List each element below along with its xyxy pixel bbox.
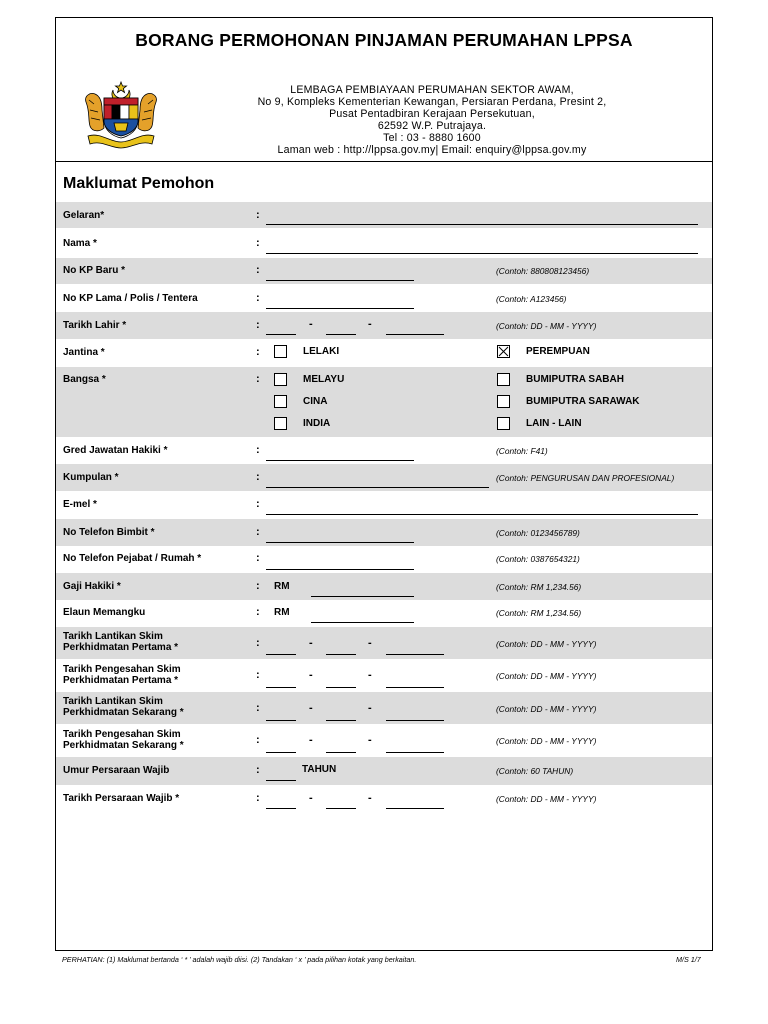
- check-x-icon: [498, 346, 509, 357]
- option-label: PEREMPUAN: [526, 346, 590, 357]
- date-separator: -: [309, 702, 313, 714]
- colon: :: [256, 498, 260, 510]
- field-label: [63, 631, 178, 654]
- month-input-line[interactable]: [326, 752, 356, 753]
- field-label: Umur Persaraan Wajib: [63, 765, 170, 776]
- day-input-line[interactable]: [266, 687, 296, 688]
- field-row-bangsa: [56, 367, 712, 437]
- option-label: MELAYU: [303, 374, 345, 385]
- date-separator: -: [309, 792, 313, 804]
- colon: :: [256, 209, 260, 221]
- example-hint: (Contoh: DD - MM - YYYY): [496, 736, 597, 746]
- currency-label: RM: [274, 581, 290, 592]
- field-label: Gred Jawatan Hakiki *: [63, 445, 168, 456]
- date-separator: -: [368, 318, 372, 330]
- currency-label: RM: [274, 607, 290, 618]
- page-number: M/S 1/7: [676, 955, 701, 964]
- field-row-tel-pejabat: [56, 546, 712, 573]
- field-label: Jantina *: [63, 347, 105, 358]
- date-separator: -: [309, 637, 313, 649]
- checkbox-bumiputra-sabah[interactable]: [497, 373, 510, 386]
- org-postcode: 62592 W.P. Putrajaya.: [377, 120, 487, 133]
- colon: :: [256, 637, 260, 649]
- elaun-input-line[interactable]: [311, 622, 414, 623]
- colon: :: [256, 292, 260, 304]
- field-label: Tarikh Persaraan Wajib *: [63, 793, 180, 804]
- field-label: Tarikh Lahir *: [63, 320, 127, 331]
- day-input-line[interactable]: [266, 654, 296, 655]
- unit-label: TAHUN: [302, 764, 337, 775]
- colon: :: [256, 702, 260, 714]
- field-label: Gelaran*: [63, 210, 105, 221]
- field-label-line: Tarikh Pengesahan Skim: [63, 664, 181, 675]
- field-label: Kumpulan *: [63, 472, 119, 483]
- field-row-gaji-hakiki: [56, 573, 712, 600]
- example-hint: (Contoh: PENGURUSAN DAN PROFESIONAL): [496, 473, 675, 483]
- colon: :: [256, 526, 260, 538]
- month-input-line[interactable]: [326, 808, 356, 809]
- colon: :: [256, 444, 260, 456]
- example-hint: (Contoh: DD - MM - YYYY): [496, 794, 597, 804]
- field-label: No Telefon Bimbit *: [63, 527, 155, 538]
- org-web-email: Laman web : http://lppsa.gov.my| Email: enquiry@lppsa.gov.my: [277, 144, 587, 157]
- field-label-line: Tarikh Pengesahan Skim: [63, 729, 181, 740]
- day-input-line[interactable]: [266, 720, 296, 721]
- option-label: BUMIPUTRA SARAWAK: [526, 396, 640, 407]
- org-phone: Tel : 03 - 8880 1600: [383, 132, 481, 145]
- org-address-line: No 9, Kompleks Kementerian Kewangan, Persiaran Perdana, Presint 2,: [257, 96, 607, 109]
- example-hint: (Contoh: 0123456789): [496, 528, 580, 538]
- field-row-gred-jawatan: [56, 438, 712, 464]
- field-label-line: Tarikh Lantikan Skim: [63, 696, 163, 707]
- gred-input-line[interactable]: [266, 460, 414, 461]
- checkbox-lelaki[interactable]: [274, 345, 287, 358]
- year-input-line[interactable]: [386, 654, 444, 655]
- date-separator: -: [368, 702, 372, 714]
- checkbox-perempuan[interactable]: [497, 345, 510, 358]
- no-kp-baru-input-line[interactable]: [266, 280, 414, 281]
- date-separator: -: [368, 669, 372, 681]
- field-label-line: Perkhidmatan Pertama *: [63, 642, 179, 654]
- field-row-no-kp-lama: [56, 286, 712, 312]
- day-input-line[interactable]: [266, 752, 296, 753]
- checkbox-melayu[interactable]: [274, 373, 287, 386]
- emel-input-line[interactable]: [266, 514, 698, 515]
- day-input-line[interactable]: [266, 334, 296, 335]
- field-row-emel: [56, 492, 712, 518]
- colon: :: [256, 319, 260, 331]
- colon: :: [256, 580, 260, 592]
- gaji-input-line[interactable]: [311, 596, 414, 597]
- field-label: [63, 664, 181, 687]
- colon: :: [256, 764, 260, 776]
- field-row-lantikan-sekarang: [56, 692, 712, 724]
- option-label: BUMIPUTRA SABAH: [526, 374, 624, 385]
- option-label: INDIA: [303, 418, 331, 429]
- example-hint: (Contoh: 0387654321): [496, 554, 580, 564]
- day-input-line[interactable]: [266, 808, 296, 809]
- year-input-line[interactable]: [386, 808, 444, 809]
- colon: :: [256, 237, 260, 249]
- colon: :: [256, 471, 260, 483]
- field-row-pengesahan-sekarang: [56, 725, 712, 757]
- field-row-tarikh-lahir: [56, 312, 712, 339]
- colon: :: [256, 552, 260, 564]
- malaysia-coat-of-arms-icon: [80, 80, 162, 150]
- month-input-line[interactable]: [326, 687, 356, 688]
- field-row-tel-bimbit: [56, 519, 712, 546]
- date-separator: -: [368, 734, 372, 746]
- field-label-line: Tarikh Lantikan Skim: [63, 631, 163, 642]
- field-row-nama: [56, 231, 712, 257]
- field-label: E-mel *: [63, 499, 97, 510]
- month-input-line[interactable]: [326, 654, 356, 655]
- example-hint: (Contoh: DD - MM - YYYY): [496, 704, 597, 714]
- organization-address: [220, 84, 644, 157]
- field-row-lantikan-pertama: [56, 627, 712, 659]
- checkbox-bumiputra-sarawak[interactable]: [497, 395, 510, 408]
- option-label: CINA: [303, 396, 328, 407]
- colon: :: [256, 373, 260, 385]
- no-kp-lama-input-line[interactable]: [266, 308, 414, 309]
- example-hint: (Contoh: 60 TAHUN): [496, 766, 574, 776]
- field-label-line: Perkhidmatan Sekarang *: [63, 707, 184, 719]
- field-row-tarikh-persaraan: [56, 786, 712, 813]
- checkbox-lain-lain[interactable]: [497, 417, 510, 430]
- tel-pejabat-input-line[interactable]: [266, 569, 414, 570]
- field-label: Elaun Memangku: [63, 607, 146, 618]
- checkbox-cina[interactable]: [274, 395, 287, 408]
- example-hint: (Contoh: RM 1,234.56): [496, 582, 582, 592]
- tel-bimbit-input-line[interactable]: [266, 542, 414, 543]
- colon: :: [256, 792, 260, 804]
- month-input-line[interactable]: [326, 334, 356, 335]
- date-separator: -: [309, 669, 313, 681]
- field-label: [63, 696, 184, 719]
- form-title: BORANG PERMOHONAN PINJAMAN PERUMAHAN LPPSA: [135, 30, 633, 50]
- year-input-line[interactable]: [386, 334, 444, 335]
- field-row-no-kp-baru: [56, 258, 712, 284]
- example-hint: (Contoh: DD - MM - YYYY): [496, 639, 597, 649]
- field-label-line: Perkhidmatan Sekarang *: [63, 740, 184, 752]
- example-hint: (Contoh: DD - MM - YYYY): [496, 321, 597, 331]
- option-label: LELAKI: [303, 346, 340, 357]
- field-label: No Telefon Pejabat / Rumah *: [63, 553, 202, 564]
- nama-input-line[interactable]: [266, 253, 698, 254]
- section-title: Maklumat Pemohon: [63, 175, 215, 192]
- field-row-jantina: [56, 340, 712, 366]
- field-label: No KP Baru *: [63, 265, 126, 276]
- org-address-line: Pusat Pentadbiran Kerajaan Persekutuan,: [329, 108, 535, 121]
- example-hint: (Contoh: RM 1,234.56): [496, 608, 582, 618]
- date-separator: -: [309, 318, 313, 330]
- field-row-pengesahan-pertama: [56, 660, 712, 692]
- date-separator: -: [309, 734, 313, 746]
- colon: :: [256, 734, 260, 746]
- field-label: No KP Lama / Polis / Tentera: [63, 293, 198, 304]
- umur-input-line[interactable]: [266, 780, 296, 781]
- kumpulan-input-line[interactable]: [266, 487, 489, 488]
- colon: :: [256, 264, 260, 276]
- year-input-line[interactable]: [386, 720, 444, 721]
- org-name: LEMBAGA PEMBIAYAAN PERUMAHAN SEKTOR AWAM,: [290, 84, 574, 96]
- date-separator: -: [368, 792, 372, 804]
- colon: :: [256, 606, 260, 618]
- field-row-umur-persaraan: [56, 757, 712, 785]
- date-separator: -: [368, 637, 372, 649]
- field-label: [63, 729, 184, 752]
- year-input-line[interactable]: [386, 752, 444, 753]
- field-label: Bangsa *: [63, 374, 106, 385]
- field-label: Nama *: [63, 238, 97, 249]
- example-hint: (Contoh: DD - MM - YYYY): [496, 671, 597, 681]
- colon: :: [256, 669, 260, 681]
- colon: :: [256, 346, 260, 358]
- field-label: Gaji Hakiki *: [63, 581, 121, 592]
- field-label-line: Perkhidmatan Pertama *: [63, 675, 179, 687]
- field-row-gelaran: [56, 202, 712, 228]
- example-hint: (Contoh: F41): [496, 446, 548, 456]
- field-row-elaun-memangku: [56, 600, 712, 627]
- checkbox-india[interactable]: [274, 417, 287, 430]
- header-divider: [56, 161, 712, 162]
- year-input-line[interactable]: [386, 687, 444, 688]
- option-label: LAIN - LAIN: [526, 418, 582, 429]
- footer-note: PERHATIAN: (1) Maklumat bertanda ‘ * ’ adalah wajib diisi. (2) Tandakan ‘ x ’ pada pilihan kotak yang berkaitan.: [62, 955, 417, 964]
- gelaran-input-line[interactable]: [266, 224, 698, 225]
- example-hint: (Contoh: 880808123456): [496, 266, 590, 276]
- field-row-kumpulan: [56, 464, 712, 491]
- example-hint: (Contoh: A123456): [496, 294, 567, 304]
- month-input-line[interactable]: [326, 720, 356, 721]
